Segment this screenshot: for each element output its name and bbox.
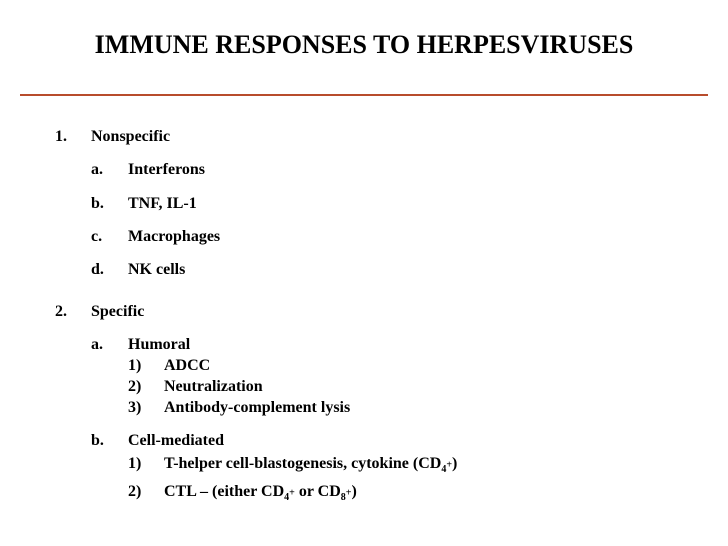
section-number: 1. xyxy=(55,128,67,145)
close-paren: ) xyxy=(452,455,458,472)
cd-subscript-digit: 8 xyxy=(340,492,346,504)
page-title: IMMUNE RESPONSES TO HERPESVIRUSES xyxy=(94,30,634,59)
sub-item-number: 1) xyxy=(128,357,142,374)
section-number: 2. xyxy=(55,303,67,320)
item-macrophages: Macrophages xyxy=(128,228,221,245)
sub-item-number: 2) xyxy=(128,378,142,395)
item-humoral: Humoral xyxy=(128,336,191,353)
plus-superscript: + xyxy=(345,487,352,499)
sub-item-ctl xyxy=(164,483,357,504)
close-paren: ) xyxy=(351,483,357,500)
ctl-text: CTL – (either CD xyxy=(164,483,285,500)
cd-subscript xyxy=(441,459,453,476)
sub-item-number: 1) xyxy=(128,455,142,472)
title-divider xyxy=(20,94,708,96)
or-text: or CD xyxy=(294,483,341,500)
item-letter: d. xyxy=(91,261,104,278)
sub-item-t-helper xyxy=(164,455,458,476)
sub-item-adcc: ADCC xyxy=(164,357,211,374)
cd-subscript xyxy=(340,487,352,504)
item-tnf-il1: TNF, IL-1 xyxy=(128,195,197,212)
sub-item-antibody-complement-lysis: Antibody-complement lysis xyxy=(164,399,351,416)
t-helper-text: T-helper cell-blastogenesis, cytokine (CD xyxy=(164,455,442,472)
section-label-specific: Specific xyxy=(91,303,145,320)
sub-item-number: 2) xyxy=(128,483,142,500)
plus-superscript: + xyxy=(289,487,295,499)
section-label-nonspecific: Nonspecific xyxy=(91,128,171,145)
item-letter: a. xyxy=(91,336,103,353)
cd-subscript-digit: 4 xyxy=(441,464,447,476)
item-interferons: Interferons xyxy=(128,161,206,178)
plus-superscript: + xyxy=(446,459,453,471)
sub-item-neutralization: Neutralization xyxy=(164,378,263,395)
item-letter: b. xyxy=(91,195,104,212)
item-cell-mediated: Cell-mediated xyxy=(128,432,224,449)
item-letter: b. xyxy=(91,432,104,449)
item-nk-cells: NK cells xyxy=(128,261,186,278)
cd-subscript-digit: 4 xyxy=(284,492,290,504)
sub-item-number: 3) xyxy=(128,399,142,416)
item-letter: a. xyxy=(91,161,103,178)
cd-subscript xyxy=(284,487,295,504)
item-letter: c. xyxy=(91,228,103,245)
